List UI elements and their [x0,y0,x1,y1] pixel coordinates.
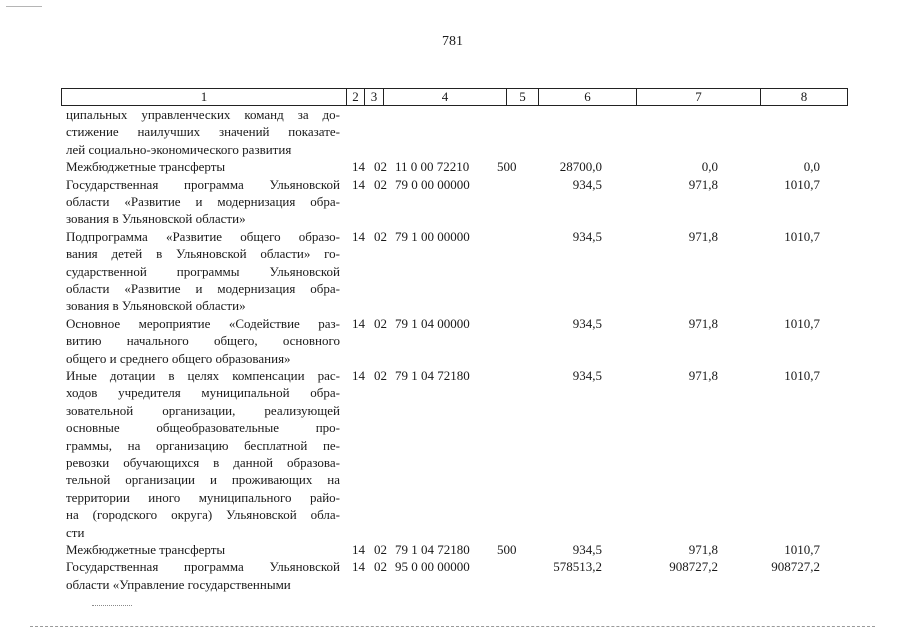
scan-edge [30,626,875,628]
amount-year-2: 971,8 [688,228,718,244]
subsection-code: 02 [374,159,387,175]
amount-year-3: 1010,7 [784,367,820,383]
row-description [66,228,340,315]
table-header [61,88,848,106]
description-line: ходов учредителя муниципальной обра- [66,385,340,401]
table-row [0,106,905,158]
description-line: Межбюджетные трансферты [66,541,226,557]
amount-year-1: 934,5 [572,541,602,557]
amount-year-3: 1010,7 [784,315,820,331]
description-line: сударственной программы Ульяновской [66,263,340,279]
description-line: стижение наилучших значений показате- [66,124,340,140]
section-code: 14 [352,367,365,383]
amount-year-1: 934,5 [572,315,602,331]
scan-artifact [92,605,132,607]
table-row [0,541,905,558]
amount-year-2: 971,8 [688,367,718,383]
subsection-code: 02 [374,367,387,383]
row-description [66,106,340,158]
table-row [0,315,905,367]
description-line: области «Развитие и модернизация обра- [66,280,340,296]
row-description [66,541,340,558]
description-line: Государственная программа Ульяновской [66,559,340,575]
description-line: тельной организации и проживающих на [66,472,340,488]
description-line: зования в Ульяновской области» [66,211,246,227]
amount-year-3: 0,0 [803,159,820,175]
table-row [0,367,905,541]
description-line: Иные дотации в целях компенсации рас- [66,367,340,383]
amount-year-1: 578513,2 [553,559,602,575]
amount-year-3: 1010,7 [784,228,820,244]
description-line: Межбюджетные трансферты [66,159,226,175]
amount-year-1: 934,5 [572,176,602,192]
subsection-code: 02 [374,228,387,244]
target-article-code: 79 1 04 72180 [395,367,470,383]
subsection-code: 02 [374,315,387,331]
description-line: области «Управление государственными [66,576,291,592]
description-line: ципальных управленческих команд за до- [66,107,340,122]
description-line: зования в Ульяновской области» [66,298,246,314]
amount-year-2: 971,8 [688,315,718,331]
row-description [66,315,340,367]
header-col-3: 3 [365,89,384,105]
section-code: 14 [352,559,365,575]
amount-year-3: 1010,7 [784,176,820,192]
header-col-5: 5 [507,89,539,105]
header-col-1: 1 [62,89,347,105]
section-code: 14 [352,159,365,175]
amount-year-2: 0,0 [701,159,718,175]
amount-year-3: 1010,7 [784,541,820,557]
amount-year-2: 971,8 [688,176,718,192]
table-row [0,158,905,175]
description-line: области «Развитие и модернизация обра- [66,193,340,209]
table-row [0,176,905,228]
amount-year-1: 934,5 [572,367,602,383]
subsection-code: 02 [374,559,387,575]
description-line: лей социально-экономического развития [66,141,292,157]
header-col-8: 8 [800,89,808,104]
expense-type-code: 500 [497,159,517,175]
description-line: территории иного муниципального райо- [66,489,340,505]
subsection-code: 02 [374,176,387,192]
section-code: 14 [352,228,365,244]
amount-year-1: 28700,0 [559,159,602,175]
table-row [0,558,905,593]
description-line: зовательной организации, реализующей [66,402,340,418]
description-line: Подпрограмма «Развитие общего образо- [66,228,340,244]
expense-type-code: 500 [497,541,517,557]
budget-table-body [0,106,905,593]
description-line: на (городского округа) Ульяновской обла- [66,507,340,523]
description-line: ревозки обучающихся в данной образова- [66,454,340,470]
target-article-code: 79 0 00 00000 [395,176,470,192]
description-line: Основное мероприятие «Содействие раз- [66,315,340,331]
target-article-code: 79 1 04 00000 [395,315,470,331]
target-article-code: 79 1 04 72180 [395,541,470,557]
amount-year-2: 971,8 [688,541,718,557]
description-line: Государственная программа Ульяновской [66,176,340,192]
table-row [0,228,905,315]
description-line: сти [66,524,85,540]
description-line: граммы, на организацию бесплатной пе- [66,437,340,453]
row-description [66,158,340,175]
description-line: общего и среднего общего образования» [66,350,291,366]
description-line: основные общеобразовательные про- [66,420,340,436]
scan-artifact [6,6,42,7]
amount-year-3: 908727,2 [771,559,820,575]
section-code: 14 [352,315,365,331]
description-line: вания детей в Ульяновской области» го- [66,246,340,262]
row-description [66,558,340,593]
target-article-code: 11 0 00 72210 [395,159,470,175]
header-col-4: 4 [384,89,507,105]
amount-year-2: 908727,2 [669,559,718,575]
row-description [66,176,340,228]
header-col-2: 2 [347,89,365,105]
subsection-code: 02 [374,541,387,557]
row-description [66,367,340,541]
section-code: 14 [352,541,365,557]
page-number: 781 [442,34,463,49]
amount-year-1: 934,5 [572,228,602,244]
header-col-6: 6 [539,89,637,105]
description-line: витию начального общего, основного [66,333,340,349]
target-article-code: 79 1 00 00000 [395,228,470,244]
header-col-7: 7 [637,89,761,105]
section-code: 14 [352,176,365,192]
target-article-code: 95 0 00 00000 [395,559,470,575]
